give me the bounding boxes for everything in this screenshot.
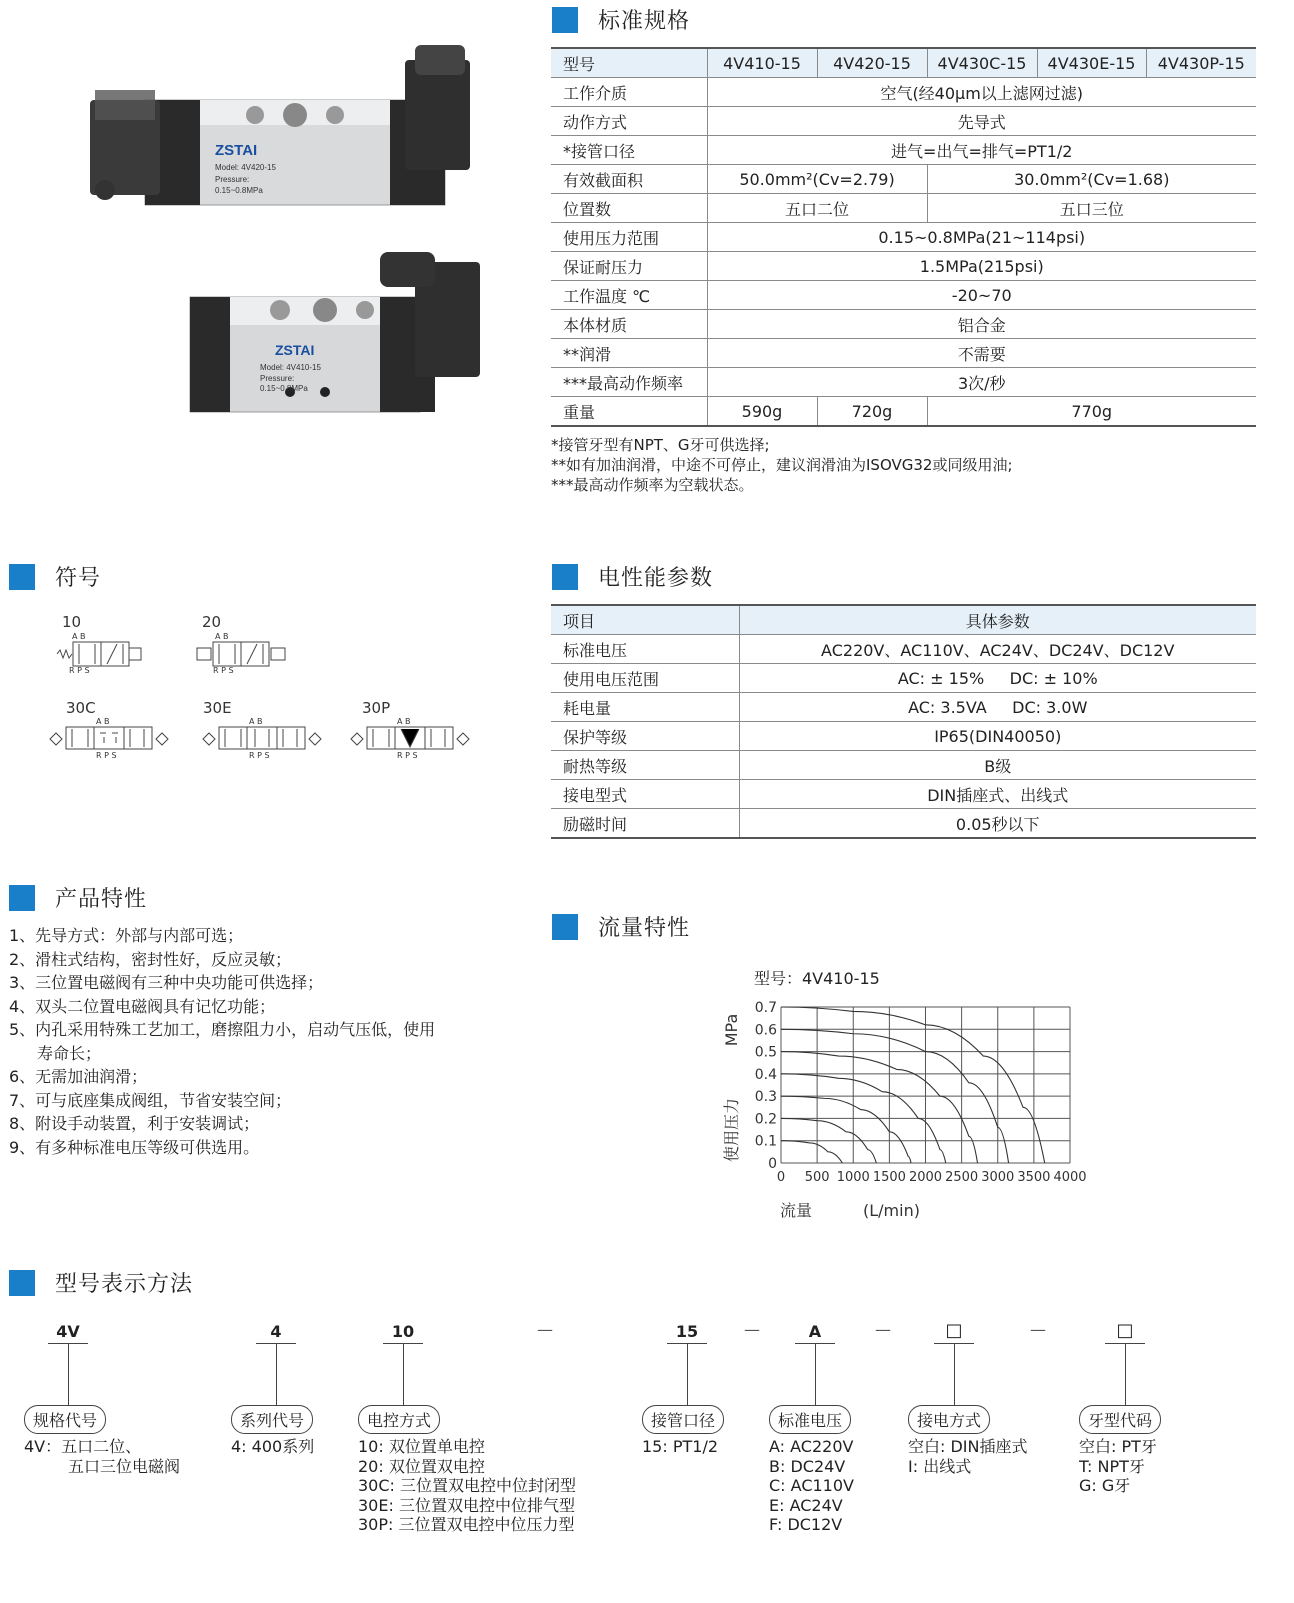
table-row [551, 194, 1256, 223]
list-item: 8、附设手动装置，利于安装调试； [9, 1114, 260, 1133]
code-segment-control: 10 [391, 1322, 415, 1341]
row-value: AC220V、AC110V、AC24V、DC24V、DC12V [739, 635, 1256, 664]
table-header-cell: 4V430P-15 [1146, 48, 1256, 78]
spec-table [551, 47, 1256, 427]
code-segment-4v: 4V [56, 1322, 80, 1341]
section-marker-icon [552, 7, 578, 33]
table-row [551, 368, 1256, 397]
y-tick-label: 0.7 [754, 1000, 777, 1016]
product-model-text: Model: 4V410-15 [260, 363, 321, 372]
list-item: 7、可与底座集成阀组，节省安装空间； [9, 1090, 292, 1110]
row-value: B级 [739, 751, 1256, 780]
table-row [551, 107, 1256, 136]
product-pressure-text: Pressure: [215, 175, 250, 184]
row-label: 接电型式 [551, 780, 739, 809]
row-value: 不需要 [707, 339, 1256, 368]
port-labels-bottom: R P S [213, 666, 234, 675]
table-row [551, 397, 1256, 427]
port-labels-bottom: R P S [96, 751, 117, 760]
y-tick-label: 0.1 [754, 1133, 777, 1150]
table-header-cell: 具体参数 [739, 605, 1256, 635]
table-row [551, 48, 1256, 78]
desc-line: A: AC220V [769, 1437, 854, 1456]
section-title-spec [552, 4, 690, 35]
x-tick-label: 500 [804, 1170, 830, 1185]
y-tick-label: 0.2 [754, 1111, 777, 1128]
y-tick-label: 0.6 [754, 1022, 777, 1039]
table-row [551, 751, 1256, 780]
list-item: 6、无需加油润滑； [9, 1067, 148, 1086]
code-desc-series [231, 1437, 314, 1457]
port-labels-top: A B [72, 632, 86, 641]
row-label: **润滑 [551, 339, 707, 368]
list-item: 2、滑柱式结构，密封性好，反应灵敏； [9, 949, 292, 969]
connector-line [815, 1343, 816, 1405]
product-logo: ZSTAI [275, 342, 315, 358]
x-tick-label: 0 [776, 1170, 786, 1185]
desc-line: 30C: 三位置双电控中位封闭型 [358, 1476, 577, 1495]
code-desc-4v [24, 1437, 180, 1476]
row-value: 铝合金 [707, 310, 1256, 339]
x-axis-unit: (L/min) [863, 1201, 920, 1220]
list-item: 1、先导方式：外部与内部可选； [9, 926, 244, 945]
desc-line: F: DC12V [769, 1515, 843, 1534]
code-desc-control [358, 1437, 576, 1535]
desc-line: 10: 双位置单电控 [358, 1437, 485, 1456]
table-row [551, 780, 1256, 809]
x-tick-label: 2500 [945, 1170, 979, 1185]
section-marker-icon [552, 564, 578, 590]
chart-series-line [781, 1096, 911, 1163]
section-title-text: 产品特性 [55, 887, 148, 912]
desc-line: G: G牙 [1079, 1476, 1131, 1495]
row-label: 使用压力范围 [551, 223, 707, 252]
code-label-pill: 接电方式 [908, 1405, 990, 1434]
symbol-label-30c: 30C [66, 699, 96, 717]
row-value: IP65(DIN40050) [739, 722, 1256, 751]
table-row [551, 693, 1256, 722]
desc-line: 15: PT1/2 [642, 1437, 719, 1456]
table-row [551, 809, 1256, 839]
y-axis-label: 使用压力 [722, 1097, 741, 1163]
list-item: 寿命长； [37, 1043, 102, 1063]
row-value: 50.0mm²(Cv=2.79) [707, 165, 927, 194]
row-label: *接管口径 [551, 136, 707, 165]
port-labels-bottom: R P S [249, 751, 270, 760]
code-separator: — [537, 1320, 553, 1339]
table-row [551, 635, 1256, 664]
row-label: 耗电量 [551, 693, 739, 722]
x-tick-label: 3500 [1017, 1170, 1051, 1185]
port-labels-bottom: R P S [69, 666, 90, 675]
symbol-label-20: 20 [202, 613, 222, 631]
desc-line: C: AC110V [769, 1476, 854, 1495]
row-label: 动作方式 [551, 107, 707, 136]
table-row [551, 165, 1256, 194]
connector-line [276, 1343, 277, 1405]
table-row [551, 223, 1256, 252]
code-label-pill: 系列代号 [231, 1405, 313, 1434]
flow-chart [715, 990, 1095, 1230]
table-header-cell: 4V410-15 [707, 48, 817, 78]
code-label-pill: 牙型代码 [1079, 1405, 1161, 1434]
note-line: ***最高动作频率为空载状态。 [551, 476, 754, 494]
x-tick-label: 2000 [908, 1170, 943, 1185]
x-tick-labels [777, 1170, 1087, 1185]
valve-symbol-30c [48, 715, 173, 760]
x-tick-label: 3000 [981, 1170, 1015, 1185]
x-tick-label: 1500 [872, 1170, 906, 1185]
product-pressure-value: 0.15~0.8MPa [260, 384, 308, 393]
connector-line [68, 1343, 69, 1405]
connector-line [954, 1343, 955, 1405]
row-label: 工作介质 [551, 78, 707, 107]
product-pressure-text: Pressure: [260, 374, 295, 383]
row-label: 保护等级 [551, 722, 739, 751]
desc-line: T: NPT牙 [1079, 1456, 1145, 1476]
desc-line: 4V：五口二位、 [24, 1437, 142, 1456]
code-segment-port: 15 [675, 1322, 699, 1341]
row-value: DIN插座式、出线式 [739, 780, 1256, 809]
section-title-symbol [9, 561, 101, 592]
row-value: 先导式 [707, 107, 1256, 136]
row-label: 保证耐压力 [551, 252, 707, 281]
note-line: *接管牙型有NPT、G牙可供选择; [551, 436, 770, 454]
product-image-single-solenoid [180, 242, 500, 422]
note-line: **如有加油润滑，中途不可停止，建议润滑油为ISOVG32或同级用油; [551, 456, 1013, 474]
product-model-text: Model: 4V420-15 [215, 163, 276, 172]
table-row [551, 78, 1256, 107]
row-value: 1.5MPa(215psi) [707, 252, 1256, 281]
section-title-features [9, 882, 147, 913]
table-row [551, 252, 1256, 281]
desc-line: 30P: 三位置双电控中位压力型 [358, 1515, 575, 1534]
chart-series-line [781, 1052, 978, 1163]
section-marker-icon [9, 564, 35, 590]
desc-line: 20: 双位置双电控 [358, 1456, 485, 1476]
chart-series-group [781, 1007, 1045, 1163]
code-segment-thread: □ [1116, 1320, 1134, 1341]
section-title-text: 符号 [55, 566, 102, 591]
table-row [551, 339, 1256, 368]
row-label: 标准电压 [551, 635, 739, 664]
table-header-cell: 4V430C-15 [927, 48, 1037, 78]
product-pressure-value: 0.15~0.8MPa [215, 186, 263, 195]
code-segment-series: 4 [270, 1322, 282, 1341]
code-desc-port [642, 1437, 718, 1457]
section-title-electrical [552, 561, 713, 592]
product-image-double-solenoid [85, 40, 505, 240]
code-label-pill: 电控方式 [358, 1405, 440, 1434]
x-tick-label: 1000 [836, 1170, 870, 1185]
section-title-text: 标准规格 [598, 9, 691, 34]
code-desc-thread [1079, 1437, 1157, 1496]
code-separator: — [1030, 1320, 1046, 1339]
row-value: 590g [707, 397, 817, 427]
y-tick-label: 0.5 [754, 1044, 777, 1061]
desc-line: B: DC24V [769, 1456, 846, 1476]
x-axis-label: 流量 [780, 1201, 813, 1220]
section-marker-icon [552, 914, 578, 940]
port-labels-top: A B [215, 632, 229, 641]
row-value: -20~70 [707, 281, 1256, 310]
row-label: 有效截面积 [551, 165, 707, 194]
table-header-cell: 4V420-15 [817, 48, 927, 78]
electrical-table [551, 604, 1256, 839]
row-value: 3次/秒 [707, 368, 1256, 397]
valve-symbol-30e [201, 715, 326, 760]
table-row [551, 136, 1256, 165]
row-label: 励磁时间 [551, 809, 739, 839]
desc-line: I: 出线式 [908, 1456, 972, 1476]
valve-symbol-20 [195, 630, 290, 675]
port-labels-bottom: R P S [397, 751, 418, 760]
row-value: 五口三位 [927, 194, 1256, 223]
table-row [551, 722, 1256, 751]
chart-title: 型号：4V410-15 [754, 969, 880, 988]
features-list [9, 924, 435, 1159]
table-row [551, 281, 1256, 310]
row-value: 五口二位 [707, 194, 927, 223]
connector-line [687, 1343, 688, 1405]
y-tick-labels [755, 1000, 777, 1172]
row-label: 工作温度 ℃ [551, 281, 707, 310]
desc-line: E: AC24V [769, 1495, 843, 1515]
code-separator: — [744, 1320, 760, 1339]
x-tick-label: 4000 [1053, 1170, 1087, 1185]
row-value: 进气=出气=排气=PT1/2 [707, 136, 1256, 165]
section-marker-icon [9, 885, 35, 911]
row-label: 本体材质 [551, 310, 707, 339]
row-label: 重量 [551, 397, 707, 427]
table-row [551, 605, 1256, 635]
code-separator: — [875, 1320, 891, 1339]
row-value: 0.05秒以下 [739, 809, 1256, 839]
table-header-cell: 型号 [551, 48, 707, 78]
table-header-cell: 项目 [551, 605, 739, 635]
row-value: 30.0mm²(Cv=1.68) [927, 165, 1256, 194]
section-marker-icon [9, 1270, 35, 1296]
code-label-pill: 标准电压 [769, 1405, 851, 1434]
desc-line: 空白: DIN插座式 [908, 1437, 1028, 1456]
code-desc-voltage [769, 1437, 854, 1535]
port-labels-top: A B [96, 717, 110, 726]
y-tick-label: 0.4 [754, 1066, 777, 1083]
list-item: 9、有多种标准电压等级可供选用。 [9, 1137, 260, 1157]
row-value: 空气(经40μm以上滤网过滤) [707, 78, 1256, 107]
desc-line: 4: 400系列 [231, 1437, 315, 1456]
row-label: ***最高动作频率 [551, 368, 707, 397]
valve-symbol-30p [349, 715, 474, 760]
code-segment-voltage: A [808, 1322, 822, 1341]
row-value: AC: 3.5VA DC: 3.0W [739, 693, 1256, 722]
symbol-label-30p: 30P [362, 699, 391, 717]
desc-line: 五口三位电磁阀 [68, 1456, 181, 1476]
table-row [551, 310, 1256, 339]
symbol-label-30e: 30E [203, 699, 232, 717]
desc-line: 30E: 三位置双电控中位排气型 [358, 1495, 575, 1515]
section-title-flow [552, 911, 690, 942]
section-title-model-code [9, 1267, 193, 1298]
list-item: 4、双头二位置电磁阀具有记忆功能； [9, 996, 276, 1016]
connector-line [403, 1343, 404, 1405]
section-title-text: 流量特性 [598, 916, 691, 941]
row-label: 耐热等级 [551, 751, 739, 780]
code-segment-wiring: □ [945, 1320, 963, 1341]
row-value: 770g [927, 397, 1256, 427]
symbol-label-10: 10 [62, 613, 82, 631]
port-labels-top: A B [249, 717, 263, 726]
list-item: 3、三位置电磁阀有三种中央功能可供选择； [9, 973, 324, 992]
y-tick-label: 0.3 [754, 1089, 777, 1106]
row-value: AC: ± 15% DC: ± 10% [739, 664, 1256, 693]
port-labels-top: A B [397, 717, 411, 726]
y-axis-unit: MPa [722, 1013, 741, 1047]
valve-symbol-10 [55, 630, 150, 675]
table-row [551, 664, 1256, 693]
y-tick-label: 0 [768, 1156, 777, 1172]
code-desc-wiring [908, 1437, 1028, 1476]
section-title-text: 电性能参数 [598, 566, 714, 591]
row-label: 使用电压范围 [551, 664, 739, 693]
product-logo: ZSTAI [215, 142, 258, 159]
section-title-text: 型号表示方法 [55, 1272, 194, 1297]
row-value: 720g [817, 397, 927, 427]
code-label-pill: 接管口径 [642, 1405, 724, 1434]
code-label-pill: 规格代号 [24, 1405, 106, 1434]
chart-series-line [781, 1141, 842, 1163]
connector-line [1125, 1343, 1126, 1405]
row-value: 0.15~0.8MPa(21~114psi) [707, 223, 1256, 252]
list-item: 5、内孔采用特殊工艺加工，磨擦阻力小，启动气压低，使用 [9, 1020, 436, 1039]
spec-notes [551, 435, 1013, 495]
row-label: 位置数 [551, 194, 707, 223]
table-header-cell: 4V430E-15 [1037, 48, 1146, 78]
desc-line: 空白: PT牙 [1079, 1437, 1157, 1456]
